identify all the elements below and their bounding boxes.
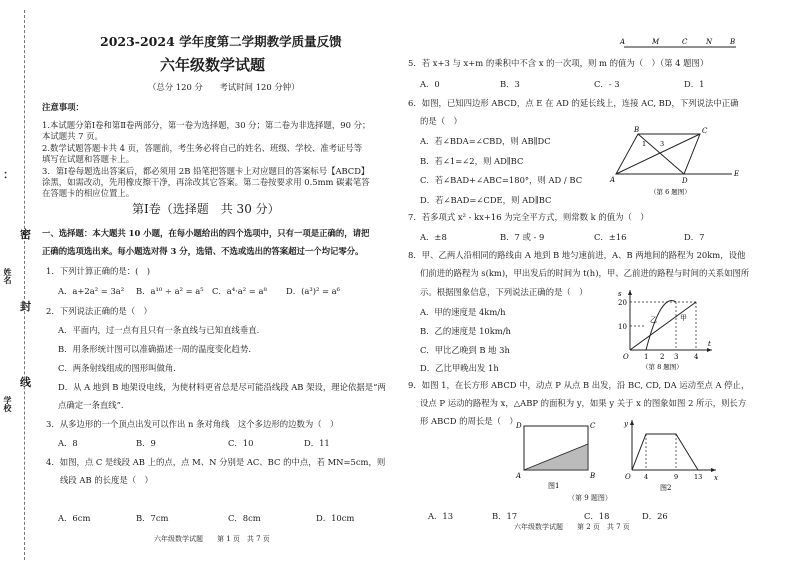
q4-option-a: A．6cm — [58, 513, 91, 523]
q9-label-b: B — [590, 472, 596, 480]
q1-option-c: C．a⁴·a² = a⁸ — [212, 286, 267, 296]
q9-option-d: D．26 — [642, 511, 668, 521]
q8-label-yi: 乙 — [650, 316, 657, 324]
q6-option-d: D．若∠BAD=∠CDE，则 AD∥BC — [420, 195, 552, 205]
right-page-footer: 六年级数学试题 第 2 页 共 7 页 — [514, 523, 630, 531]
q8-label-jia: 甲 — [680, 314, 687, 322]
left-page-footer: 六年级数学试题 第 1 页 共 7 页 — [154, 535, 270, 543]
q4-label-m: M — [652, 38, 660, 46]
q6-label-e: E — [734, 170, 740, 178]
q6-label-d: D — [682, 177, 688, 185]
section-title: 第Ⅰ卷（选择题 共 30 分） — [132, 202, 280, 216]
note-line-6: 涂黑，如需改动，先用橡皮擦干净，再涂改其它答案。第二卷按要求用 0.5mm 碳素笔答 — [42, 177, 370, 187]
q8-stem-line2: 们前进的路程为 s(km)，甲出发后的时间为 t(h)，甲、乙前进的路程与时间的关系如图所 — [420, 268, 750, 278]
q9-option-c: C．18 — [584, 511, 610, 521]
q4-label-a: A — [620, 38, 626, 46]
q9-figure-2 — [622, 416, 722, 492]
binding-dashed-line — [24, 10, 25, 560]
note-line-4: 填写在试题和答题卡上。 — [42, 154, 135, 164]
binding-char-feng: 封 — [20, 300, 31, 313]
q5-option-a: A．0 — [420, 79, 440, 89]
q6-label-angle1: 1 — [642, 140, 647, 148]
q6-figure-caption: （第 6 题图） — [650, 188, 691, 196]
instruction-line-1: 一、选择题：本大题共 10 小题，在每小题给出的四个选项中，只有一项是正确的，请把 — [42, 228, 370, 238]
q8-figure — [616, 288, 716, 372]
q4-option-c: C．8cm — [228, 513, 261, 523]
q4-stem-line1: 4．如图，点 C 是线段 AB 上的点，点 M、N 分别是 AC、BC 的中点，若 MN=5cm，则 — [46, 457, 386, 467]
right-column — [408, 0, 788, 573]
q9-label-d: D — [516, 422, 522, 430]
q8-option-b: B．乙的速度是 10km/h — [420, 326, 511, 336]
q2-stem: 2．下列说法正确的是（ ） — [46, 306, 152, 316]
q8-label-20: 20 — [618, 299, 627, 307]
note-line-5: 3．第Ⅰ卷每题选出答案后，都必须用 2B 铅笔把答题卡上对应题目的答案标号【ABCD】 — [42, 166, 370, 176]
q1-stem: 1．下列计算正确的是：( ) — [46, 266, 150, 276]
q6-option-c: C．若∠BAD+∠ABC=180°，则 AD / BC — [420, 175, 583, 185]
q3-stem: 3．从多边形的一个顶点出发可以作出 n 条对角线 这个多边形的边数为（ ） — [46, 419, 339, 429]
left-column — [42, 0, 402, 573]
q6-stem-line1: 6．如图，已知四边形 ABCD，点 E 在 AD 的延长线上，连接 AC, BD，下列说法中正确 — [408, 98, 739, 108]
q7-option-d: D．7 — [684, 232, 705, 242]
q8-label-x4: 4 — [694, 353, 699, 361]
q9-option-a: A．13 — [428, 511, 454, 521]
q9-fig1-caption: 图1 — [548, 482, 560, 490]
q9-option-b: B．17 — [492, 511, 518, 521]
q8-stem-line1: 8．甲、乙两人沿相同的路线由 A 地到 B 地匀速前进，A、B 两地间的路程为 20km，设他 — [408, 250, 746, 260]
q8-line-yi — [646, 301, 676, 350]
q8-label-x1: 1 — [644, 353, 649, 361]
q9-label-c: C — [590, 422, 596, 430]
q9-stem-line3: 形 ABCD 的周长是（ ） — [420, 416, 518, 426]
q9-stem-line2: 设点 P 运动的路程为 x，△ABP 的面积为 y，如果 y 关于 x 的图象如图 2 所示，则长方 — [420, 398, 747, 408]
q8-stem-line3: 示。根据图象信息，下列说法正确的是（ ） — [420, 287, 588, 297]
q8-label-x3: 3 — [674, 353, 679, 361]
q9-label-x9: 9 — [674, 473, 679, 481]
q1-option-b: B．a¹⁰ ÷ a² = a⁵ — [136, 286, 204, 296]
q9-label-x4: 4 — [644, 473, 649, 481]
q2-option-d-line1: D．从 A 地到 B 地架设电线，为使材料更省总是尽可能沿线段 AB 架设，理论依据是“两 — [58, 382, 386, 392]
q3-option-d: D．11 — [304, 438, 330, 448]
q5-stem: 5．若 x+3 与 x+m 的乘积中不含 x 的一次项，则 m 的值为（ ）（第 4 题图） — [408, 58, 709, 68]
note-line-2: 本试题共 7 页。 — [42, 131, 103, 141]
q8-label-s: s — [618, 290, 622, 298]
q8-option-a: A．甲的速度是 4km/h — [420, 307, 506, 317]
q8-option-d: D．乙比甲晚出发 1h — [420, 363, 499, 373]
instruction-line-2: 正确的选项选出来。每小题选对得 3 分，选错、不选或选出的答案超过一个均记零分。 — [42, 246, 364, 256]
q8-figure-caption: （第 8 题图） — [642, 363, 683, 371]
q6-label-a: A — [610, 176, 616, 184]
q7-option-c: C．±16 — [594, 232, 627, 242]
binding-strip — [0, 0, 34, 573]
q9-fig2-caption: 图2 — [660, 484, 672, 492]
q2-option-c: C．两条射线组成的图形叫做角. — [58, 363, 176, 373]
q9-label-x: x — [714, 474, 718, 482]
q4-label-c: C — [682, 38, 688, 46]
q3-option-b: B．9 — [136, 438, 156, 448]
q7-stem: 7．若多项式 x² - kx+16 为完全平方式，则常数 k 的值为（ ） — [408, 212, 649, 222]
q9-figure-1 — [514, 420, 598, 492]
exam-year-title: 2023-2024 学年度第二学期教学质量反馈 — [100, 34, 342, 49]
q2-option-b: B．用条形统计图可以准确描述一周的温度变化趋势. — [58, 344, 252, 354]
q1-option-d: D．(a³)² = a⁶ — [286, 286, 341, 296]
binding-char-mi: 密 — [20, 228, 31, 241]
q5-option-b: B．3 — [500, 79, 520, 89]
q9-label-y: y — [624, 420, 628, 428]
q4-label-n: N — [706, 38, 713, 46]
exam-subtitle: （总分 120 分 考试时间 120 分钟） — [148, 82, 300, 92]
q8-label-10: 10 — [618, 323, 627, 331]
binding-name-label: 姓名 — [3, 268, 13, 284]
q3-option-a: A．8 — [58, 438, 78, 448]
q4-stem-line2: 线段 AB 的长度是（ ） — [60, 475, 153, 485]
q5-option-c: C．- 3 — [594, 79, 620, 89]
q6-figure — [604, 126, 744, 200]
q1-option-a: A．a+2a² = 3a² — [58, 286, 125, 296]
q4-label-b: B — [730, 38, 736, 46]
q6-label-c: C — [702, 127, 708, 135]
q4-option-b: B．7cm — [136, 513, 169, 523]
q8-label-x2: 2 — [660, 353, 665, 361]
q2-option-a: A．平面内，过一点有且只有一条直线与已知直线垂直. — [58, 325, 260, 335]
note-line-3: 2.数学试题答题卡共 4 页，答题前，考生务必将自己的姓名、班级、学校、准考证号等 — [42, 143, 363, 153]
q7-option-b: B．7 或 - 9 — [500, 232, 545, 242]
q6-stem-line2: 的是（ ） — [420, 116, 462, 126]
q9-stem-line1: 9．如图 1，在长方形 ABCD 中，动点 P 从点 B 出发，沿 BC, CD, DA 运动至点 A 停止， — [408, 380, 750, 390]
q8-option-c: C．甲比乙晚到 B 地 3h — [420, 345, 510, 355]
q6-option-b: B．若∠1=∠2，则 AD∥BC — [420, 156, 524, 166]
q4-figure — [618, 36, 742, 54]
q6-label-angle3: 3 — [660, 140, 665, 148]
notes-heading: 注意事项： — [42, 102, 84, 112]
binding-char-xian: 线 — [20, 376, 31, 389]
note-line-1: 1.本试题分第Ⅰ卷和第Ⅱ卷两部分，第一卷为选择题，30 分；第二卷为非选择题，90 分； — [42, 120, 371, 130]
binding-school-label: 学校 — [3, 396, 13, 412]
q9-label-a: A — [516, 472, 522, 480]
note-line-7: 在答题卡的相应位置上。 — [42, 188, 135, 198]
q2-option-d-line2: 点确定一条直线”. — [58, 400, 124, 410]
q7-option-a: A．±8 — [420, 232, 447, 242]
q5-option-d: D．1 — [684, 79, 705, 89]
binding-side-mark-top: ： — [3, 168, 14, 181]
q9-label-x13: 13 — [694, 473, 703, 481]
exam-subject-title: 六年级数学试题 — [160, 56, 266, 74]
q8-label-t: t — [708, 340, 711, 348]
q9-figure-caption: （第 9 题图） — [568, 494, 612, 502]
q4-option-d: D．10cm — [316, 513, 355, 523]
q3-option-c: C．10 — [228, 438, 254, 448]
q6-label-b: B — [634, 126, 640, 134]
q9-label-origin: O — [625, 473, 631, 481]
q6-option-a: A．若∠BDA=∠CBD，则 AB∥DC — [420, 136, 551, 146]
q8-label-origin: O — [623, 353, 629, 361]
